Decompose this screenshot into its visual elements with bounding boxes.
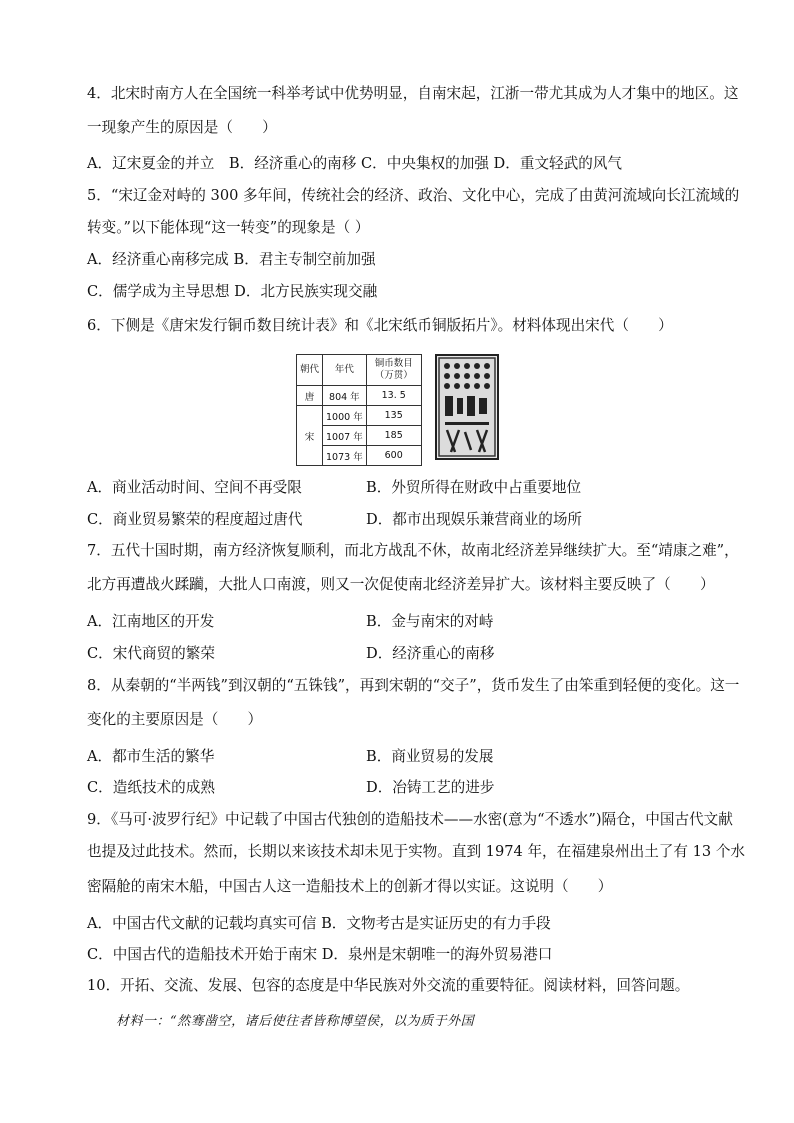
q5-stem-line1: 5．“宋辽金对峙的 300 多年间，传统社会的经济、政治、文化中心，完成了由黄河流域向长江流域的: [87, 187, 740, 204]
q8-options-row1: [87, 747, 494, 767]
cell-year: 1007 年: [323, 426, 367, 446]
q4-options: A．辽宋夏金的并立 B．经济重心的南移 C．中央集权的加强 D．重文轻武的风气: [87, 155, 623, 172]
q8-stem-line2: 变化的主要原因是（ ）: [87, 711, 263, 728]
q9-stem-line1: 9．《马可·波罗行纪》中记载了中国古代独创的造船技术——水密(意为“不透水”)隔仓，中国古代文献: [87, 811, 733, 828]
cell-year: 804 年: [323, 386, 367, 406]
paper-money-rubbing-image: [435, 354, 499, 460]
table-header-amount: 铜币数目（万贯）: [366, 355, 421, 386]
table-header-dynasty: 朝代: [297, 355, 323, 386]
q4-stem-line1: 4．北宋时南方人在全国统一科举考试中优势明显，自南宋起，江浙一带尤其成为人才集中的地区。这: [87, 85, 739, 102]
q9-stem-line3: 密隔舱的南宋木船，中国古人这一造船技术上的创新才得以实证。这说明（ ）: [87, 878, 613, 895]
q7-option-b: B．金与南宋的对峙: [366, 613, 494, 630]
q6-option-d: D．都市出现娱乐兼营商业的场所: [366, 511, 583, 528]
q9-option-cd: C．中国古代的造船技术开始于南宋 D．泉州是宋朝唯一的海外贸易港口: [87, 946, 553, 963]
q7-stem-line1: 7．五代十国时期，南方经济恢复顺利，而北方战乱不休，故南北经济差异继续扩大。至“靖康之难”，: [87, 542, 739, 559]
q9-option-ab: A．中国古代文献的记载均真实可信 B．文物考古是实证历史的有力手段: [87, 915, 551, 932]
table-row: [297, 406, 422, 426]
q8-option-b: B．商业贸易的发展: [366, 748, 494, 765]
cell-amount: 185: [366, 426, 421, 446]
q7-stem-line2: 北方再遭战火蹂躏，大批人口南渡，则又一次促使南北经济差异扩大。该材料主要反映了（ ）: [87, 576, 715, 593]
q8-option-a: A．都市生活的繁华: [87, 748, 215, 765]
coin-statistics-table: [296, 354, 422, 466]
q7-options-row2: [87, 644, 495, 664]
cell-amount: 13. 5: [366, 386, 421, 406]
q7-options-row1: [87, 612, 494, 632]
q8-options-row2: [87, 778, 495, 798]
cell-amount: 135: [366, 406, 421, 426]
q6-figure: [296, 354, 502, 462]
q7-option-c: C．宋代商贸的繁荣: [87, 645, 215, 662]
rubbing-pattern: [437, 356, 497, 458]
q8-stem-line1: 8．从秦朝的“半两钱”到汉朝的“五铢钱”，再到宋朝的“交子”，货币发生了由笨重到轻便的变化。这一: [87, 677, 740, 694]
q9-stem-line2: 也提及过此技术。然而，长期以来该技术却未见于实物。直到 1974 年，在福建泉州出土了有 13 个水: [87, 843, 746, 860]
q5-option-cd: C．儒学成为主导思想 D．北方民族实现交融: [87, 283, 378, 300]
q8-option-d: D．冶铸工艺的进步: [366, 779, 495, 796]
q10-material-one: 材料一：“然骞凿空，诸后使往者皆称博望侯，以为质于外国: [116, 1014, 475, 1029]
cell-year: 1000 年: [323, 406, 367, 426]
q4-stem-line2: 一现象产生的原因是（ ）: [87, 119, 277, 136]
q6-option-b: B．外贸所得在财政中占重要地位: [366, 479, 582, 496]
cell-dynasty: 唐: [297, 386, 323, 406]
q6-option-c: C．商业贸易繁荣的程度超过唐代: [87, 511, 303, 528]
q6-stem: 6．下侧是《唐宋发行铜币数目统计表》和《北宋纸币铜版拓片》。材料体现出宋代（ ）: [87, 317, 673, 334]
q5-stem-line2: 转变。”以下能体现“这一转变”的现象是（ ）: [87, 219, 370, 236]
q6-options-row1: [87, 478, 582, 498]
q8-option-c: C．造纸技术的成熟: [87, 779, 215, 796]
table-row: [297, 386, 422, 406]
cell-amount: 600: [366, 446, 421, 466]
cell-year: 1073 年: [323, 446, 367, 466]
q10-stem: 10．开拓、交流、发展、包容的态度是中华民族对外交流的重要特征。阅读材料，回答问题。: [87, 977, 690, 994]
cell-dynasty: 宋: [297, 406, 323, 466]
table-header-year: 年代: [323, 355, 367, 386]
q7-option-a: A．江南地区的开发: [87, 613, 215, 630]
q6-options-row2: [87, 510, 583, 530]
table-header-row: [297, 355, 422, 386]
q6-option-a: A．商业活动时间、空间不再受限: [87, 479, 302, 496]
q5-option-ab: A．经济重心南移完成 B．君主专制空前加强: [87, 251, 376, 268]
q7-option-d: D．经济重心的南移: [366, 645, 495, 662]
